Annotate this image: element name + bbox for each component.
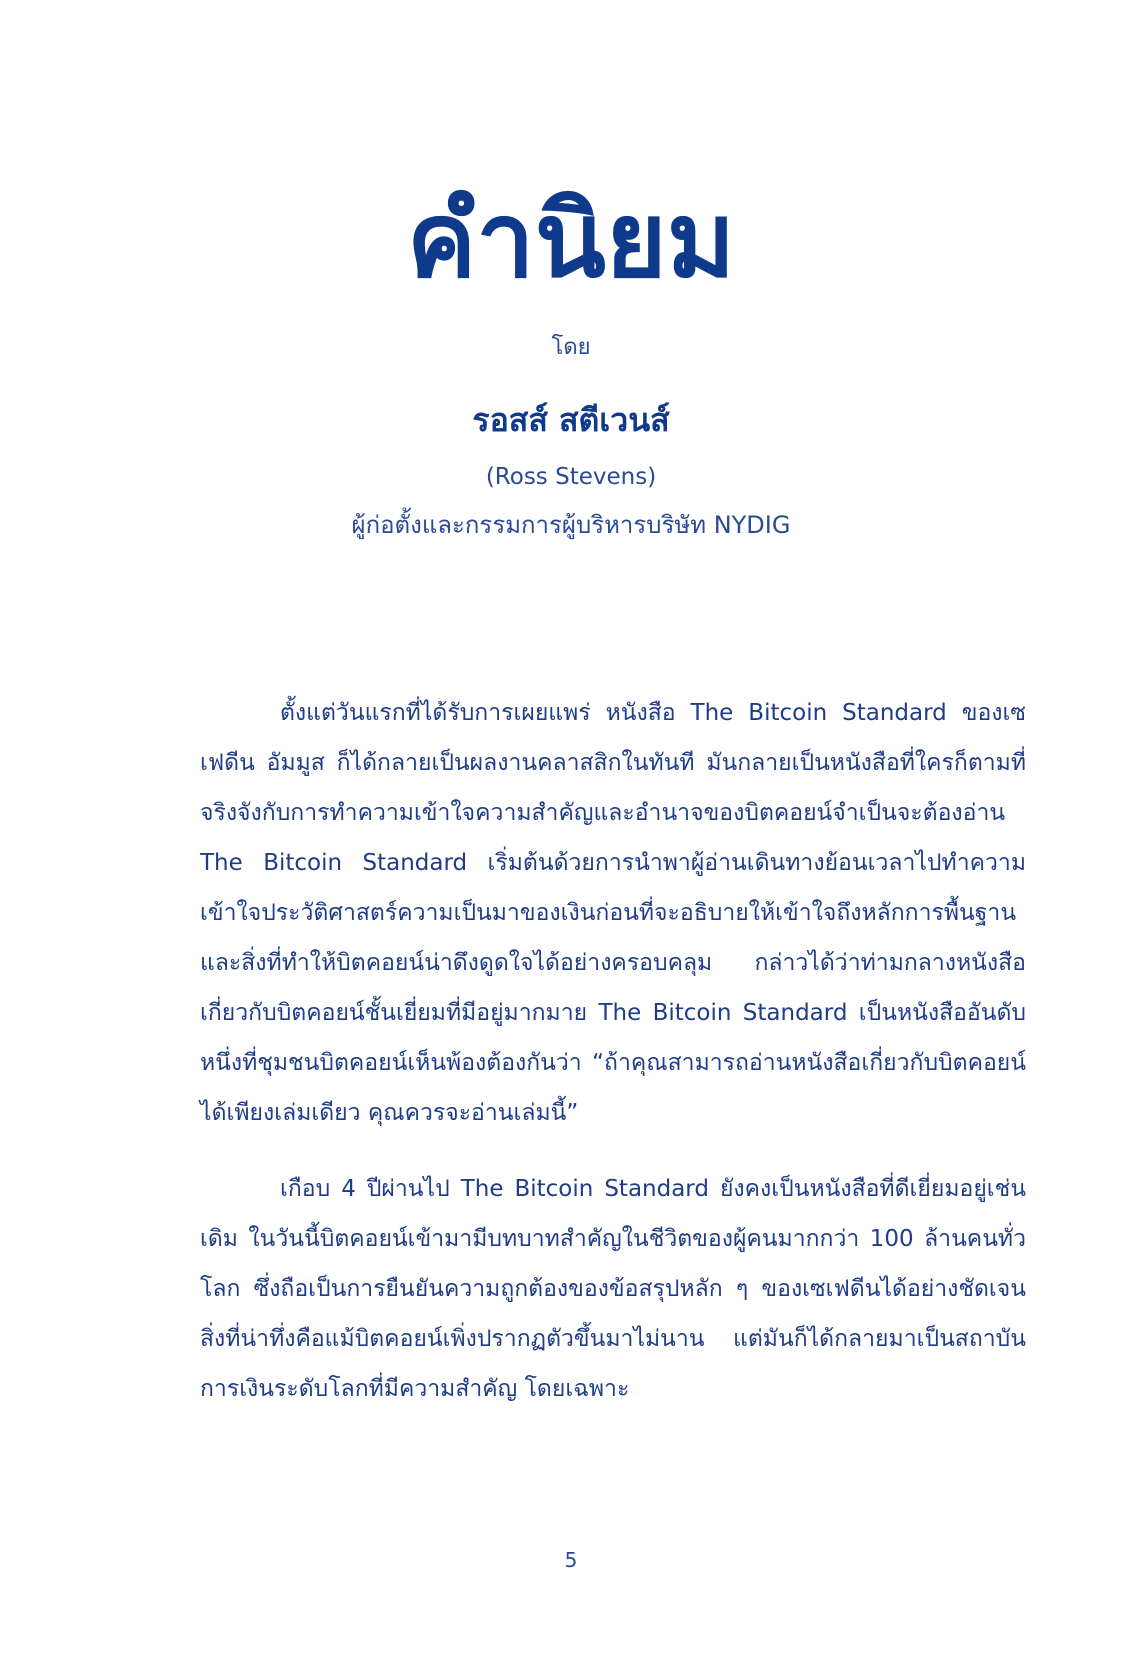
byline-label: โดย [551, 335, 591, 360]
author-role: ผู้ก่อตั้งและกรรมการผู้บริหารบริษัท NYDIG [351, 511, 791, 539]
paragraph-1: ตั้งแต่วันแรกที่ได้รับการเผยแพร่ หนังสือ The Bitcoin Standard ของเซเฟดีน อัมมูส ก็ได้กลายเป็นผลงานคลาสสิกในทันที มันกลายเป็นหนังสือที่ใครก็ตามที่จริงจังกับการทำความเข้าใจความสำคัญและอำนาจของบิตคอยน์จำเป็นจะต้องอ่าน The Bitcoin Standard เริ่มต้นด้วยการนำพาผู้อ่านเดินทางย้อนเวลาไปทำความเข้าใจประวัติศาสตร์ความเป็นมาของเงินก่อนที่จะอธิบายให้เข้าใจถึงหลักการพื้นฐานและสิ่งที่ทำให้บิตคอยน์น่าดึงดูดใจได้อย่างครอบคลุม กล่าวได้ว่าท่ามกลางหนังสือเกี่ยวกับบิตคอยน์ชั้นเยี่ยมที่มีอยู่มากมาย The Bitcoin Standard เป็นหนังสืออันดับหนึ่งที่ชุมชนบิตคอยน์เห็นพ้องต้องกันว่า “ถ้าคุณสามารถอ่านหนังสือเกี่ยวกับบิตคอยน์ได้เพียงเล่มเดียว คุณควรจะอ่านเล่มนี้” [200, 700, 1026, 1126]
paragraph-2: เกือบ 4 ปีผ่านไป The Bitcoin Standard ยังคงเป็นหนังสือที่ดีเยี่ยมอยู่เช่นเดิม ในวันนี้บิตคอยน์เข้ามามีบทบาทสำคัญในชีวิตของผู้คนมากกว่า 100 ล้านคนทั่วโลก ซึ่งถือเป็นการยืนยันความถูกต้องของข้อสรุปหลัก ๆ ของเซเฟดีนได้อย่างชัดเจน สิ่งที่น่าทึ่งคือแม้บิตคอยน์เพิ่งปรากฏตัวขึ้นมาไม่นาน แต่มันก็ได้กลายมาเป็นสถาบันการเงินระดับโลกที่มีความสำคัญ โดยเฉพาะ [200, 1176, 1026, 1402]
body-text [200, 688, 1026, 1440]
author-name-thai: รอสส์ สตีเวนส์ [472, 401, 670, 439]
page-title: คำนิยม [406, 179, 736, 301]
page-number: 5 [564, 1548, 578, 1572]
author-name-english: (Ross Stevens) [485, 464, 657, 490]
